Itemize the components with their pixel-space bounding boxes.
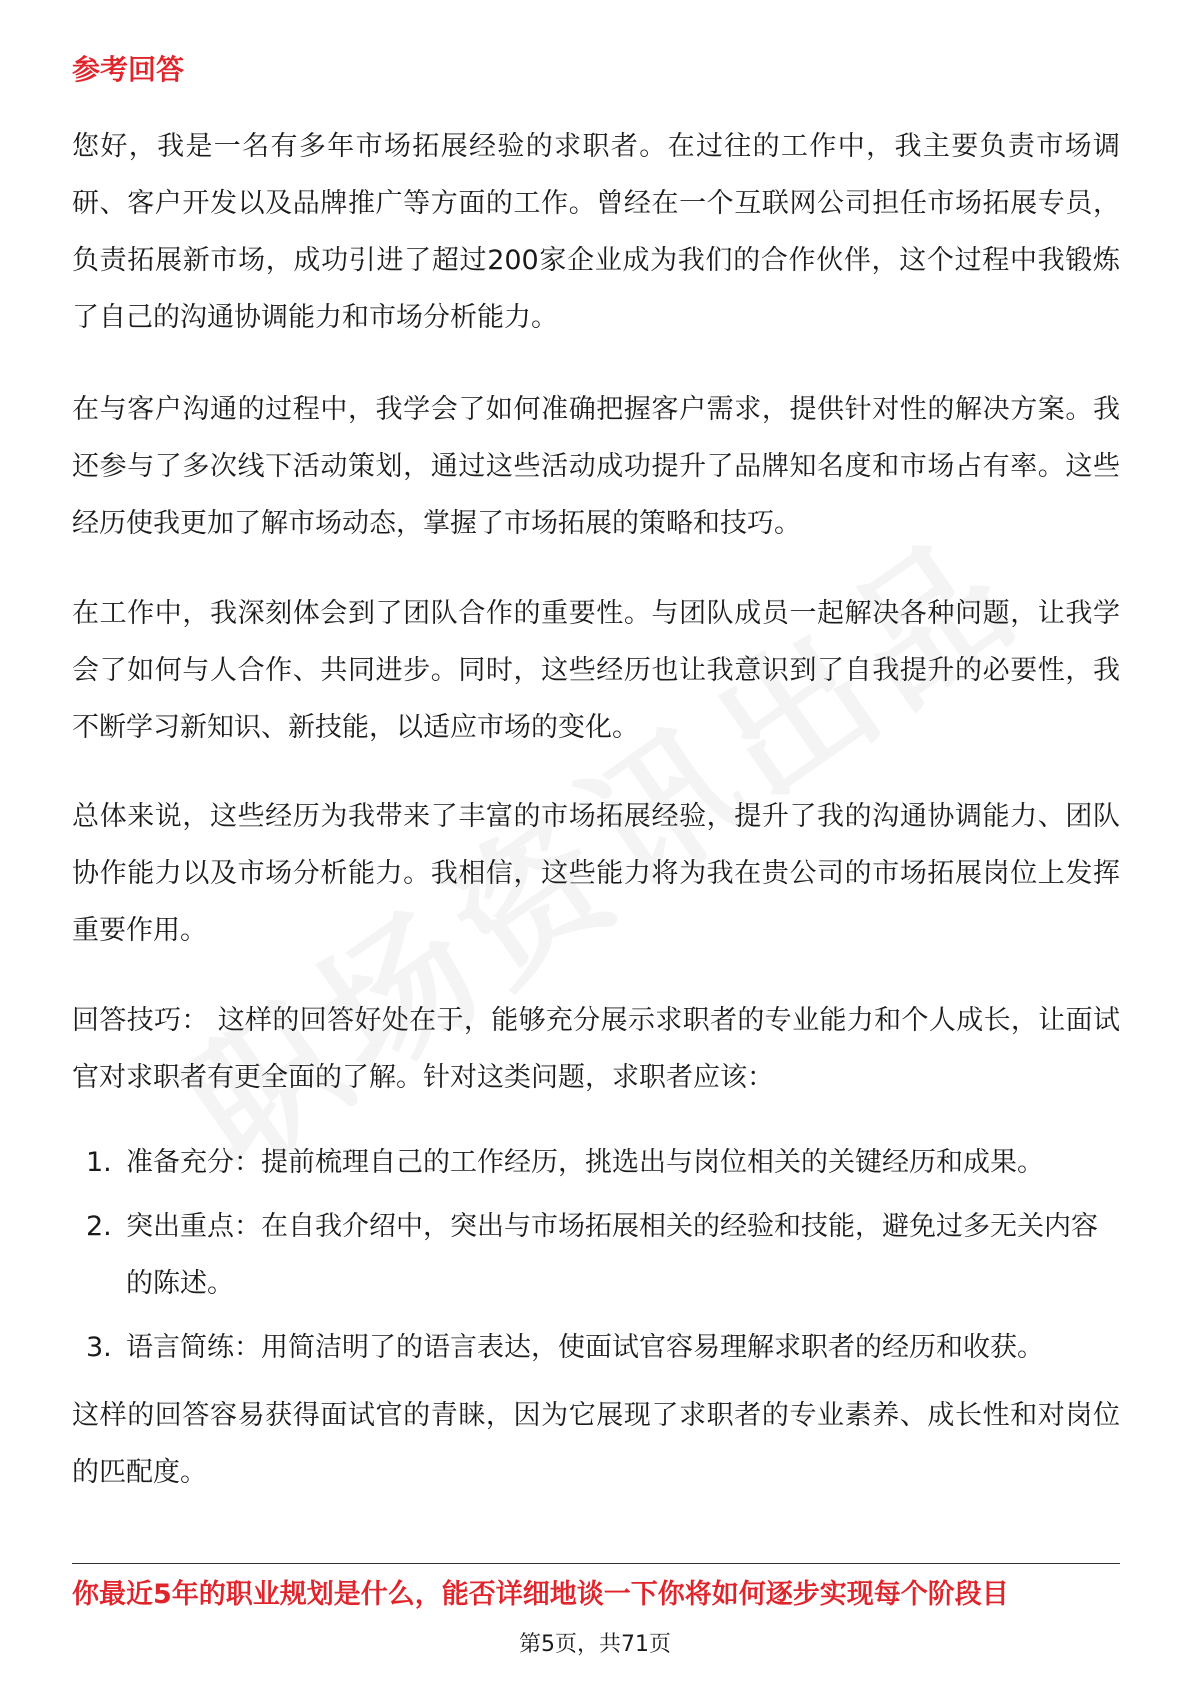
answer-tips-intro: 回答技巧： 这样的回答好处在于，能够充分展示求职者的专业能力和个人成长，让面试官对求职者有更全面的了解。针对这类问题，求职者应该： <box>72 1005 1120 1093</box>
answer-paragraph-2: 在与客户沟通的过程中，我学会了如何准确把握客户需求，提供针对性的解决方案。我还参与了多次线下活动策划，通过这些活动成功提升了品牌知名度和市场占有率。这些经历使我更加了解市场动态，掌握了市场拓展的策略和技巧。 <box>72 394 1120 539</box>
tips-list <box>72 1134 1120 1376</box>
list-item-number: 1. <box>86 1147 112 1178</box>
list-item-text: 准备充分：提前梳理自己的工作经历，挑选出与岗位相关的关键经历和成果。 <box>126 1147 1044 1178</box>
answer-paragraph-4: 总体来说，这些经历为我带来了丰富的市场拓展经验，提升了我的沟通协调能力、团队协作能力以及市场分析能力。我相信，这些能力将为我在贵公司的市场拓展岗位上发挥重要作用。 <box>72 801 1120 946</box>
answer-conclusion: 这样的回答容易获得面试官的青睐，因为它展现了求职者的专业素养、成长性和对岗位的匹配度。 <box>72 1400 1120 1488</box>
list-item <box>72 1134 1120 1191</box>
page-number: 第5页，共71页 <box>519 1632 671 1657</box>
list-item-number: 3. <box>86 1332 112 1363</box>
answer-paragraph-3: 在工作中，我深刻体会到了团队合作的重要性。与团队成员一起解决各种问题，让我学会了如何与人合作、共同进步。同时，这些经历也让我意识到了自我提升的必要性，我不断学习新知识、新技能，以适应市场的变化。 <box>72 598 1120 743</box>
answer-paragraph-1: 您好，我是一名有多年市场拓展经验的求职者。在过往的工作中，我主要负责市场调研、客户开发以及品牌推广等方面的工作。曾经在一个互联网公司担任市场拓展专员，负责拓展新市场，成功引进了超过200家企业成为我们的合作伙伴，这个过程中我锻炼了自己的沟通协调能力和市场分析能力。 <box>72 131 1120 333</box>
section-title: 参考回答 <box>72 53 185 86</box>
list-item-number: 2. <box>86 1211 112 1242</box>
list-item <box>72 1198 1120 1312</box>
list-item-text: 语言简练：用简洁明了的语言表达，使面试官容易理解求职者的经历和收获。 <box>126 1332 1044 1363</box>
divider <box>72 1563 1120 1564</box>
list-item <box>72 1319 1120 1376</box>
next-question-heading: 你最近5年的职业规划是什么，能否详细地谈一下你将如何逐步实现每个阶段目 <box>72 1579 1009 1610</box>
list-item-text: 突出重点：在自我介绍中，突出与市场拓展相关的经验和技能，避免过多无关内容的陈述。 <box>126 1211 1098 1299</box>
